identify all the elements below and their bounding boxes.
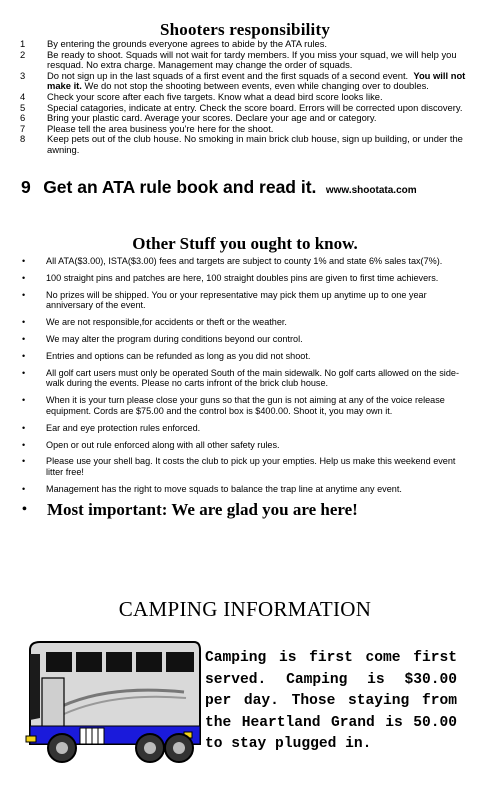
other-stuff-title: Other Stuff you ought to know. bbox=[132, 234, 358, 253]
rule-text-bold: You will not make it. bbox=[47, 69, 466, 92]
list-item bbox=[22, 256, 472, 267]
rule-text bbox=[47, 71, 470, 92]
rule-text: Special catagories, indicate at entry. Check the score board. Errors will be corrected upon discovery. bbox=[47, 101, 463, 113]
ata-website-link[interactable]: www.shootata.com bbox=[325, 185, 417, 196]
list-item bbox=[22, 395, 472, 417]
list-item-text: Open or out rule enforced along with all other safety rules. bbox=[46, 439, 280, 450]
rule-text: Be ready to shoot. Squads will not wait for tardy members. If you miss your squad, we will help you resquad. No extra charge. Management may change the order of squads. bbox=[47, 48, 457, 71]
list-item bbox=[22, 484, 472, 495]
rule-text: Check your score after each five targets. Know what a dead bird score looks like. bbox=[47, 90, 383, 102]
list-item bbox=[22, 368, 472, 390]
list-item-text: 100 straight pins and patches are here, 100 straight doubles pins are given to first time achievers. bbox=[46, 272, 439, 283]
rule-number: 1 bbox=[20, 38, 26, 49]
rule-item bbox=[20, 71, 470, 92]
bullet-icon: • bbox=[22, 272, 26, 283]
rule-item bbox=[20, 134, 470, 155]
list-item bbox=[22, 351, 472, 362]
list-item-text: We are not responsible,for accidents or theft or the weather. bbox=[46, 317, 287, 328]
list-item bbox=[22, 423, 472, 434]
rule-item bbox=[20, 92, 470, 103]
camping-text: Camping is first come first served. Camping is $30.00 per day. Those staying from the Heartland Grand is 50.00 to stay plugged in. bbox=[205, 650, 457, 752]
list-item bbox=[22, 290, 472, 312]
bullet-icon: • bbox=[22, 502, 27, 517]
list-item bbox=[22, 456, 472, 478]
list-item-text: All ATA($3.00), ISTA($3.00) fees and targets are subject to county 1% and state 6% sales tax(7%). bbox=[46, 256, 443, 266]
bullet-icon: • bbox=[22, 367, 26, 378]
bullet-icon: • bbox=[22, 439, 26, 450]
bullet-icon: • bbox=[22, 422, 26, 433]
shooters-title: Shooters responsibility bbox=[159, 20, 331, 39]
list-item-text: We may alter the program during conditions beyond our control. bbox=[46, 333, 303, 344]
list-item bbox=[22, 334, 472, 345]
rule-number: 4 bbox=[20, 90, 26, 102]
rule-number: 7 bbox=[20, 122, 26, 134]
rule-number: 3 bbox=[20, 69, 26, 81]
other-stuff-list bbox=[22, 256, 472, 495]
bullet-icon: • bbox=[22, 350, 26, 361]
list-item bbox=[22, 273, 472, 284]
list-item-text: Ear and eye protection rules enforced. bbox=[46, 422, 201, 433]
rule-nine-number: 9 bbox=[21, 177, 31, 197]
rule-number: 6 bbox=[20, 112, 26, 124]
camping-title: CAMPING INFORMATION bbox=[118, 597, 372, 621]
bullet-icon: • bbox=[22, 289, 26, 300]
list-item-text: Please use your shell bag. It costs the club to pick up your empties. Help us make this weekend event litter free! bbox=[46, 456, 456, 478]
list-item bbox=[22, 317, 472, 328]
rule-number: 8 bbox=[20, 133, 26, 145]
rule-item bbox=[20, 50, 470, 71]
list-item-text: Management has the right to move squads to balance the trap line at anytime any event. bbox=[46, 483, 402, 494]
rule-text: Bring your plastic card. Average your scores. Declare your age and or category. bbox=[47, 112, 377, 124]
list-item-text: All golf cart users must only be operated South of the main sidewalk. No golf carts allowed on the side-walk during the events. Please no carts infront of the brick club house. bbox=[46, 367, 459, 389]
list-item-text: Entries and options can be refunded as long as you did not shoot. bbox=[46, 350, 311, 361]
list-item-text: No prizes will be shipped. You or your representative may pick them up anytime up to one year anniversary of the event. bbox=[46, 289, 427, 311]
rule-nine bbox=[21, 177, 417, 198]
rule-text: Please tell the area business you're here for the shoot. bbox=[47, 122, 274, 134]
rule-item bbox=[20, 39, 470, 50]
bullet-icon: • bbox=[22, 395, 26, 406]
shooters-rules-list bbox=[20, 39, 470, 156]
rule-text: Keep pets out of the club house. No smoking in main brick club house, sign up building, or under the awning. bbox=[47, 133, 463, 155]
rule-nine-text: Get an ATA rule book and read it. bbox=[43, 177, 317, 197]
bullet-icon: • bbox=[22, 317, 26, 328]
list-item bbox=[22, 440, 472, 451]
rule-text: By entering the grounds everyone agrees to abide by the ATA rules. bbox=[47, 38, 328, 49]
bullet-icon: • bbox=[22, 483, 26, 494]
most-important-line bbox=[22, 500, 358, 520]
rule-text-part: We do not stop the shooting between events, even while changing over to doubles. bbox=[81, 80, 429, 92]
rule-text-part: Do not sign up in the last squads of a first event and the first squads of a second event. bbox=[47, 69, 409, 81]
most-important-text: Most important: We are glad you are here! bbox=[47, 500, 358, 519]
camper-bus-icon bbox=[24, 640, 202, 764]
rule-number: 2 bbox=[20, 48, 26, 60]
list-item-text: When it is your turn please close your guns so that the gun is not aiming at any of the voice release equipment. Cords are $75.00 and the control box is $400.00. Shoot it, you may own it. bbox=[46, 395, 445, 416]
rule-number: 5 bbox=[20, 101, 26, 113]
bullet-icon: • bbox=[22, 256, 26, 266]
bullet-icon: • bbox=[22, 456, 26, 467]
bullet-icon: • bbox=[22, 333, 26, 344]
